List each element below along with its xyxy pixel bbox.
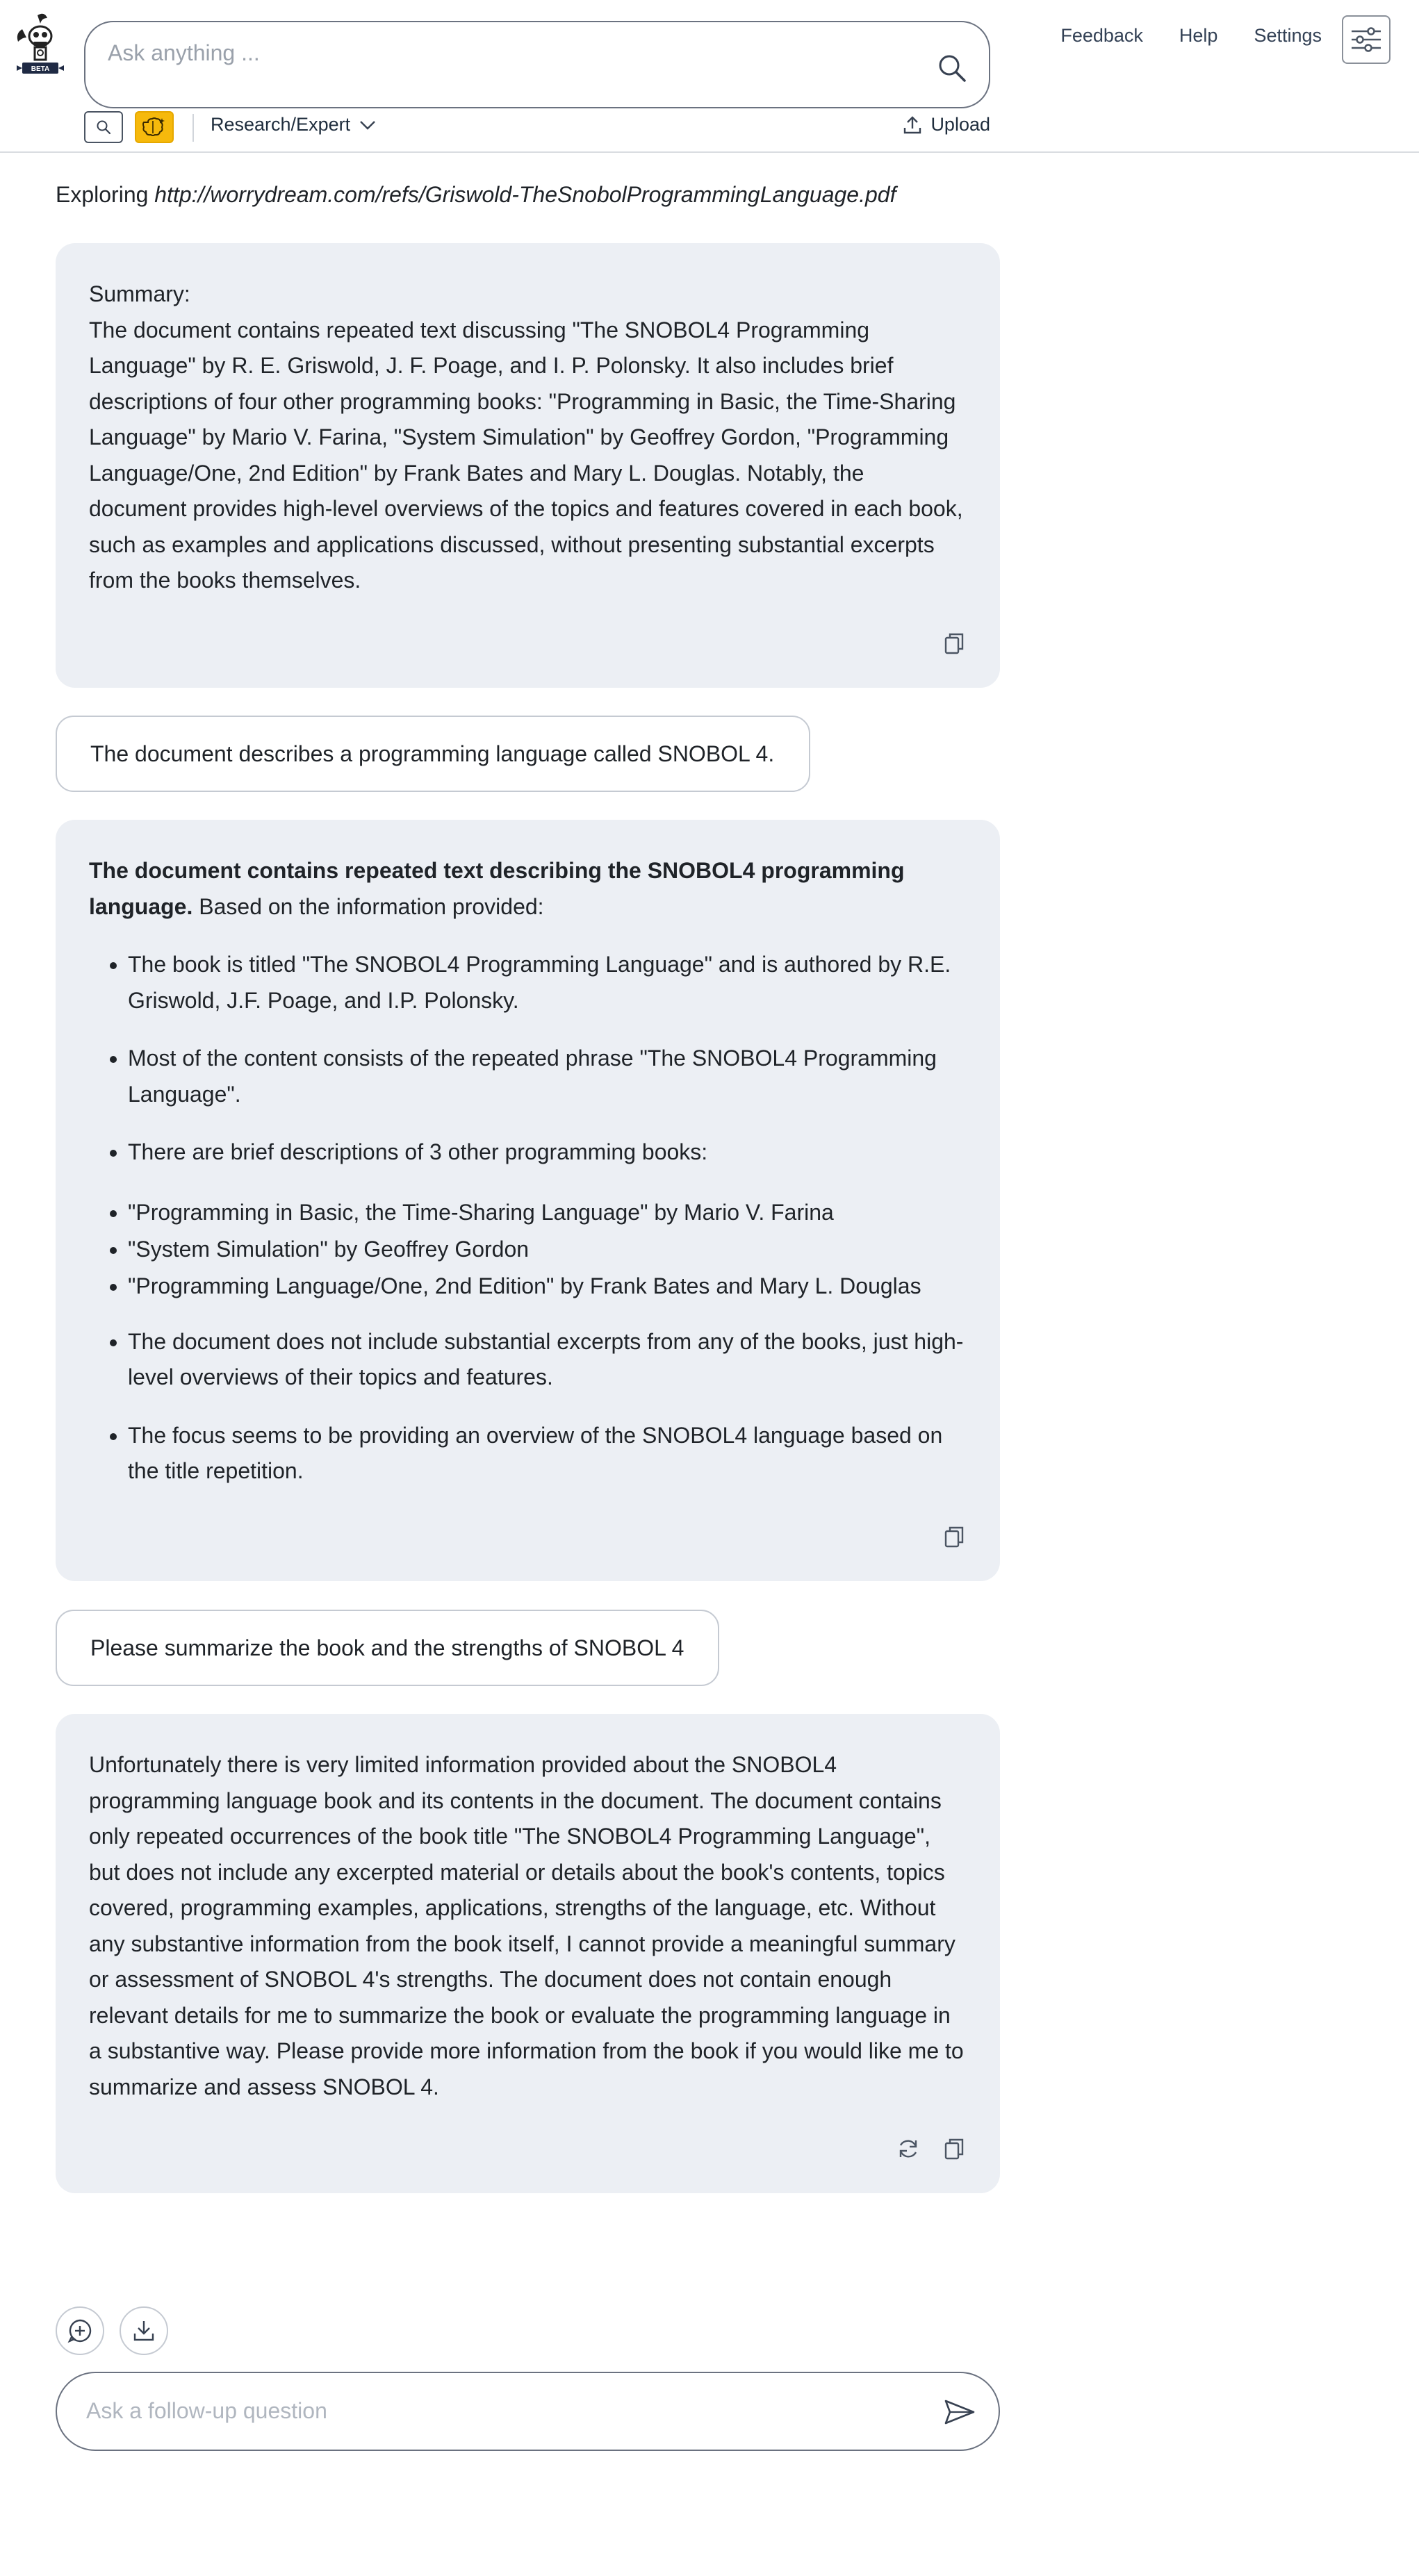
answer-actions bbox=[896, 2136, 967, 2161]
settings-link[interactable]: Settings bbox=[1254, 25, 1322, 46]
user-message-text: Please summarize the book and the strengths of SNOBOL 4 bbox=[90, 1635, 684, 1660]
copy-icon bbox=[944, 1525, 965, 1549]
copy-button[interactable] bbox=[942, 1524, 967, 1549]
summary-text: The document contains repeated text discussing "The SNOBOL4 Programming Language" by R. E. Griswold, J. F. Poage, and I. P. Polonsky. It also includes brief descriptions of four other programming books: "Programming in Basic, the Time-Sharing Language" by Mario V. Farina, "System Simulation" by Geoffrey Gordon, "Programming Language/One, 2nd Edition" by Frank Bates and Mary L. Douglas. Notably, the document provides high-level overviews of the topics and features covered in each book, such as examples and applications discussed, without presenting substantial excerpts from the books themselves. bbox=[89, 317, 963, 593]
new-chat-icon bbox=[67, 2318, 93, 2344]
user-message-text: The document describes a programming language called SNOBOL 4. bbox=[90, 741, 775, 766]
copy-button[interactable] bbox=[942, 2136, 967, 2161]
list-item: • There are brief descriptions of 3 other programming books: bbox=[128, 1134, 967, 1171]
toolbar-divider bbox=[192, 114, 194, 142]
search-box bbox=[84, 21, 990, 108]
search-toolbar bbox=[84, 111, 990, 143]
send-button[interactable] bbox=[939, 2391, 981, 2433]
copy-icon bbox=[944, 631, 965, 655]
search-icon bbox=[95, 119, 112, 135]
summary-actions bbox=[942, 631, 967, 656]
list-item: • Most of the content consists of the repeated phrase "The SNOBOL4 Programming Language". bbox=[128, 1041, 967, 1112]
exploring-line bbox=[56, 182, 896, 208]
summary-heading: Summary: bbox=[89, 281, 190, 306]
help-link[interactable]: Help bbox=[1179, 25, 1218, 46]
exploring-prefix: Exploring bbox=[56, 182, 149, 207]
search-icon bbox=[937, 53, 967, 83]
send-icon bbox=[944, 2398, 976, 2426]
document-url[interactable]: http://worrydream.com/refs/Griswold-TheSnobolProgrammingLanguage.pdf bbox=[154, 182, 896, 207]
upload-button[interactable] bbox=[903, 114, 990, 135]
sliders-icon bbox=[1350, 26, 1382, 53]
list-item: • The book is titled "The SNOBOL4 Programming Language" and is authored by R.E. Griswold, J.F. Poage, and I.P. Polonsky. bbox=[128, 947, 967, 1018]
header bbox=[0, 0, 1419, 153]
conversation-actions bbox=[56, 2306, 168, 2355]
settings-panel-button[interactable] bbox=[1342, 15, 1391, 64]
answer-intro bbox=[89, 853, 967, 925]
beta-badge: BETA bbox=[31, 65, 50, 73]
answer-bullets bbox=[89, 947, 967, 1171]
user-message bbox=[56, 1610, 719, 1686]
followup-input[interactable] bbox=[86, 2395, 920, 2426]
list-item: • "Programming in Basic, the Time-Sharing Language" by Mario V. Farina bbox=[128, 1194, 967, 1231]
list-item: • The focus seems to be providing an overview of the SNOBOL4 language based on the title repetition. bbox=[128, 1418, 967, 1489]
search-mode-button[interactable] bbox=[84, 111, 123, 143]
upload-icon bbox=[903, 115, 922, 135]
copy-button[interactable] bbox=[942, 631, 967, 656]
regenerate-button[interactable] bbox=[896, 2136, 921, 2161]
user-message bbox=[56, 716, 810, 792]
list-item: • "System Simulation" by Geoffrey Gordon bbox=[128, 1231, 967, 1268]
search-input[interactable] bbox=[108, 36, 914, 69]
answer-card bbox=[56, 1714, 1000, 2193]
list-item: • The document does not include substantial excerpts from any of the books, just high-level overviews of their topics and features. bbox=[128, 1324, 967, 1396]
chevron-down-icon bbox=[359, 119, 377, 131]
answer-intro-rest: Based on the information provided: bbox=[192, 893, 544, 919]
answer-text: Unfortunately there is very limited information provided about the SNOBOL4 programming language book and its contents in the document. The document contains only repeated occurrences of the book title "The SNOBOL4 Programming Language", but does not include any excerpted material or details about the book's contents, topics covered, programming examples, applications, strengths of the language, etc. Without any substantive information from the book itself, I cannot provide a meaningful summary or assessment of SNOBOL 4's strengths. The document does not contain enough relevant details for me to summarize the book or evaluate the programming language in a substantive way. Please provide more information from the book if you would like me to summarize and assess SNOBOL 4. bbox=[89, 1752, 964, 2099]
answer-intro-bold: The document contains repeated text describing the SNOBOL4 programming language. bbox=[89, 858, 905, 919]
upload-label: Upload bbox=[930, 114, 990, 135]
brain-sparkle-icon bbox=[142, 117, 166, 138]
mode-label: Research/Expert bbox=[211, 114, 351, 135]
new-chat-button[interactable] bbox=[56, 2306, 104, 2355]
answer-actions bbox=[942, 1524, 967, 1549]
closing-bullets bbox=[89, 1324, 967, 1489]
list-item: • "Programming Language/One, 2nd Edition" by Frank Bates and Mary L. Douglas bbox=[128, 1268, 967, 1305]
sub-book-list bbox=[89, 1194, 967, 1305]
top-links bbox=[1024, 25, 1322, 47]
copy-icon bbox=[944, 2137, 965, 2161]
search-button[interactable] bbox=[930, 46, 974, 90]
followup-box bbox=[56, 2372, 1000, 2451]
mode-dropdown[interactable] bbox=[211, 114, 377, 135]
refresh-icon bbox=[896, 2137, 920, 2161]
download-icon bbox=[131, 2318, 156, 2343]
feedback-link[interactable]: Feedback bbox=[1060, 25, 1143, 46]
research-mode-button[interactable] bbox=[135, 111, 174, 143]
app-logo[interactable] bbox=[10, 11, 71, 78]
download-button[interactable] bbox=[120, 2306, 168, 2355]
summary-card bbox=[56, 243, 1000, 688]
answer-card bbox=[56, 820, 1000, 1581]
